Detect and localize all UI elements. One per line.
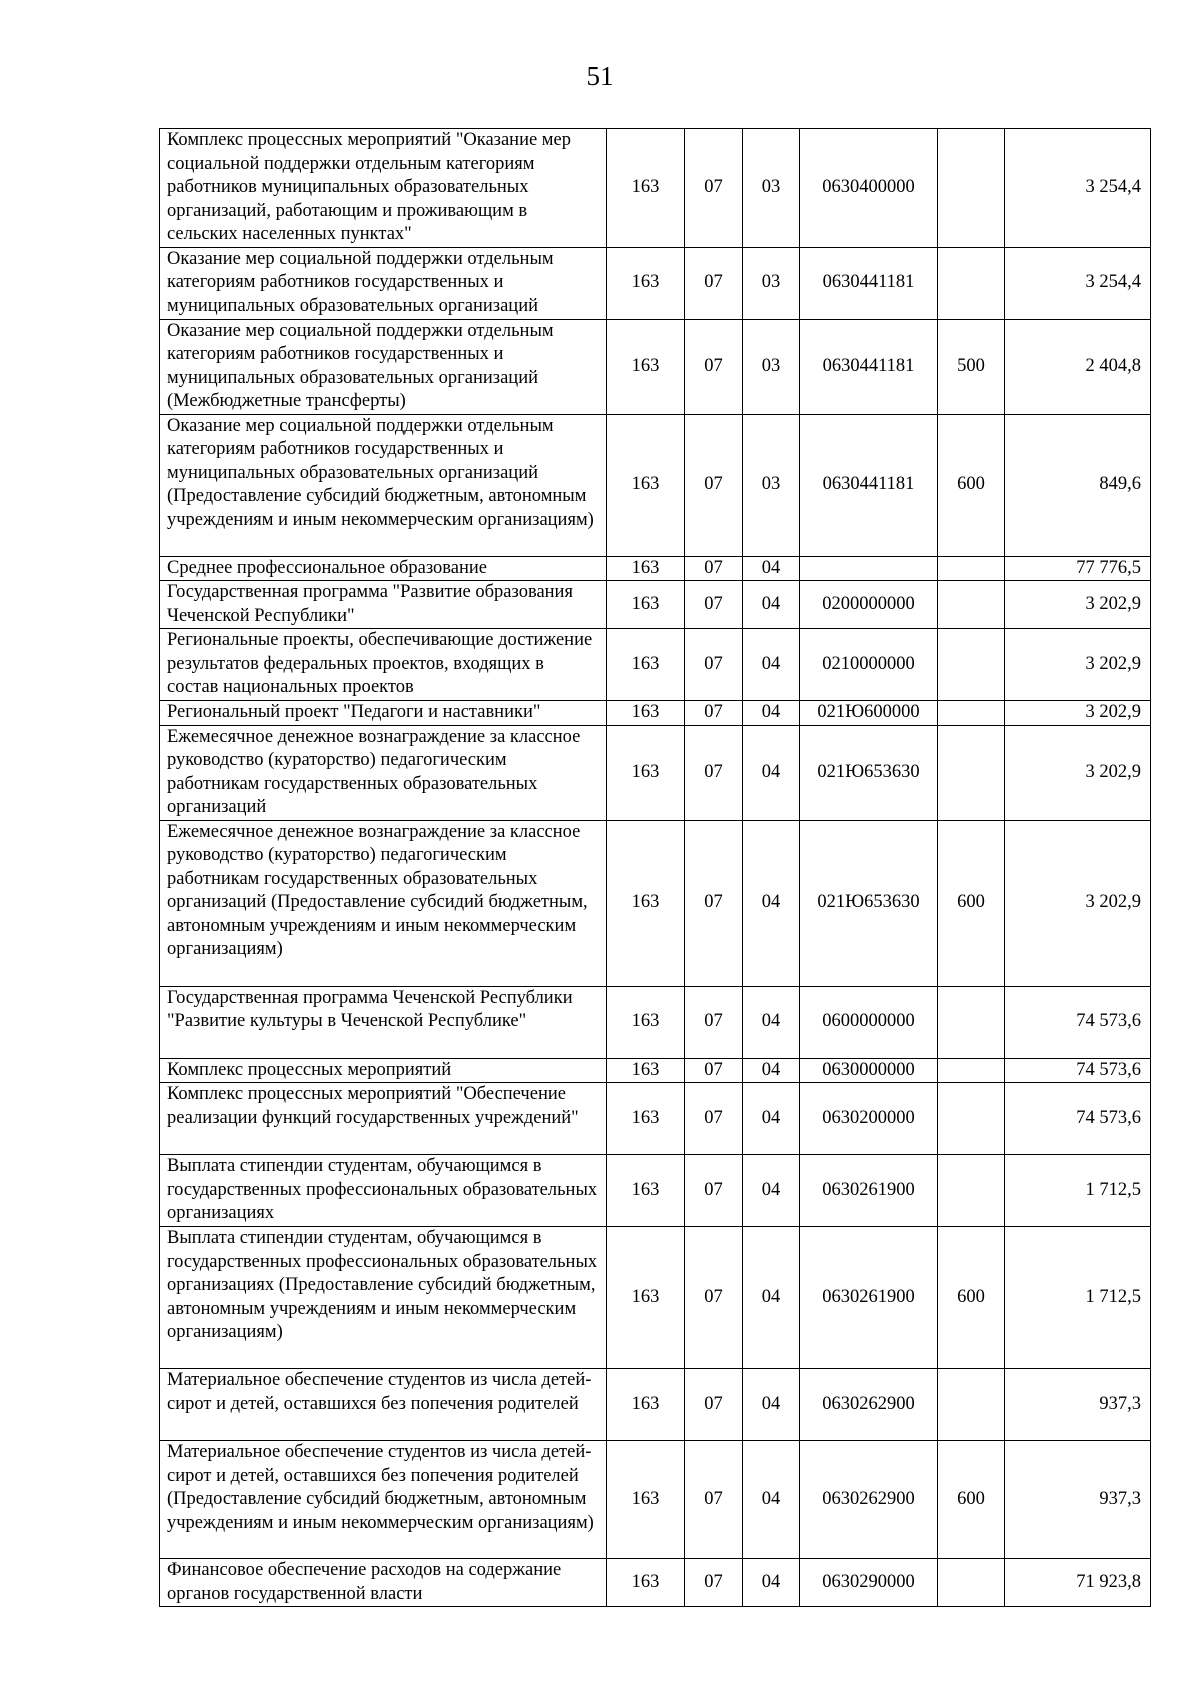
row-target-article-cell: 0630200000 bbox=[800, 1083, 938, 1155]
row-name-cell: Материальное обеспечение студентов из числа детей-сирот и детей, оставшихся без попечения родителей bbox=[160, 1369, 607, 1441]
row-subsection-cell: 03 bbox=[743, 129, 800, 248]
row-admin-code-cell: 163 bbox=[607, 701, 685, 726]
row-amount-cell: 2 404,8 bbox=[1005, 319, 1151, 414]
table-body bbox=[160, 129, 1151, 1607]
table-row bbox=[160, 581, 1151, 629]
row-target-article-cell: 0630441181 bbox=[800, 414, 938, 556]
row-amount-cell: 74 573,6 bbox=[1005, 986, 1151, 1058]
row-section-cell: 07 bbox=[685, 247, 743, 319]
row-subsection-cell: 04 bbox=[743, 820, 800, 986]
row-expense-type-cell bbox=[938, 247, 1005, 319]
row-target-article-cell: 0600000000 bbox=[800, 986, 938, 1058]
row-name-cell: Материальное обеспечение студентов из числа детей-сирот и детей, оставшихся без попечения родителей (Предоставление субсидий бюджетным, автономным учреждениям и иным некоммерческим организациям) bbox=[160, 1441, 607, 1559]
table-row bbox=[160, 725, 1151, 820]
row-admin-code-cell: 163 bbox=[607, 1083, 685, 1155]
row-target-article-cell: 021Ю653630 bbox=[800, 725, 938, 820]
row-expense-type-cell bbox=[938, 581, 1005, 629]
row-section-cell: 07 bbox=[685, 1441, 743, 1559]
row-admin-code-cell: 163 bbox=[607, 1227, 685, 1369]
row-target-article-cell: 0630441181 bbox=[800, 247, 938, 319]
row-expense-type-cell: 600 bbox=[938, 414, 1005, 556]
table-row bbox=[160, 1227, 1151, 1369]
row-expense-type-cell bbox=[938, 1155, 1005, 1227]
row-section-cell: 07 bbox=[685, 414, 743, 556]
row-admin-code-cell: 163 bbox=[607, 414, 685, 556]
row-amount-cell: 3 254,4 bbox=[1005, 247, 1151, 319]
row-target-article-cell: 0630441181 bbox=[800, 319, 938, 414]
row-name-cell: Государственная программа "Развитие образования Чеченской Республики" bbox=[160, 581, 607, 629]
row-section-cell: 07 bbox=[685, 556, 743, 581]
row-admin-code-cell: 163 bbox=[607, 629, 685, 701]
row-name-cell: Оказание мер социальной поддержки отдельным категориям работников государственных и муниципальных образовательных организаций (Предоставление субсидий бюджетным, автономным учреждениям и иным некоммерческим организациям) bbox=[160, 414, 607, 556]
row-expense-type-cell: 600 bbox=[938, 1227, 1005, 1369]
table-row bbox=[160, 1083, 1151, 1155]
row-expense-type-cell bbox=[938, 629, 1005, 701]
row-section-cell: 07 bbox=[685, 629, 743, 701]
row-section-cell: 07 bbox=[685, 129, 743, 248]
row-name-cell: Финансовое обеспечение расходов на содержание органов государственной власти bbox=[160, 1559, 607, 1607]
row-target-article-cell: 021Ю600000 bbox=[800, 701, 938, 726]
table-row bbox=[160, 1369, 1151, 1441]
row-name-cell: Комплекс процессных мероприятий bbox=[160, 1058, 607, 1083]
row-admin-code-cell: 163 bbox=[607, 1559, 685, 1607]
row-section-cell: 07 bbox=[685, 1083, 743, 1155]
row-section-cell: 07 bbox=[685, 725, 743, 820]
row-subsection-cell: 04 bbox=[743, 1083, 800, 1155]
row-subsection-cell: 04 bbox=[743, 1227, 800, 1369]
row-admin-code-cell: 163 bbox=[607, 1369, 685, 1441]
row-subsection-cell: 04 bbox=[743, 725, 800, 820]
row-target-article-cell: 0630261900 bbox=[800, 1227, 938, 1369]
row-amount-cell: 74 573,6 bbox=[1005, 1083, 1151, 1155]
row-expense-type-cell bbox=[938, 1369, 1005, 1441]
table-row bbox=[160, 129, 1151, 248]
row-expense-type-cell: 500 bbox=[938, 319, 1005, 414]
row-admin-code-cell: 163 bbox=[607, 319, 685, 414]
row-admin-code-cell: 163 bbox=[607, 1058, 685, 1083]
row-expense-type-cell bbox=[938, 1559, 1005, 1607]
row-amount-cell: 77 776,5 bbox=[1005, 556, 1151, 581]
row-admin-code-cell: 163 bbox=[607, 725, 685, 820]
row-amount-cell: 937,3 bbox=[1005, 1441, 1151, 1559]
row-target-article-cell: 0630290000 bbox=[800, 1559, 938, 1607]
row-admin-code-cell: 163 bbox=[607, 1441, 685, 1559]
table-row bbox=[160, 1058, 1151, 1083]
row-expense-type-cell bbox=[938, 725, 1005, 820]
row-amount-cell: 71 923,8 bbox=[1005, 1559, 1151, 1607]
row-target-article-cell: 0630261900 bbox=[800, 1155, 938, 1227]
row-subsection-cell: 03 bbox=[743, 319, 800, 414]
row-amount-cell: 3 202,9 bbox=[1005, 701, 1151, 726]
row-amount-cell: 1 712,5 bbox=[1005, 1227, 1151, 1369]
row-admin-code-cell: 163 bbox=[607, 247, 685, 319]
row-name-cell: Региональные проекты, обеспечивающие достижение результатов федеральных проектов, входящих в состав национальных проектов bbox=[160, 629, 607, 701]
row-target-article-cell: 0630262900 bbox=[800, 1369, 938, 1441]
row-section-cell: 07 bbox=[685, 581, 743, 629]
row-expense-type-cell bbox=[938, 1058, 1005, 1083]
row-target-article-cell: 0630400000 bbox=[800, 129, 938, 248]
row-amount-cell: 1 712,5 bbox=[1005, 1155, 1151, 1227]
row-expense-type-cell bbox=[938, 129, 1005, 248]
row-amount-cell: 3 202,9 bbox=[1005, 725, 1151, 820]
row-subsection-cell: 04 bbox=[743, 1369, 800, 1441]
row-subsection-cell: 04 bbox=[743, 581, 800, 629]
row-section-cell: 07 bbox=[685, 820, 743, 986]
row-name-cell: Государственная программа Чеченской Республики "Развитие культуры в Чеченской Республике" bbox=[160, 986, 607, 1058]
table-row bbox=[160, 1155, 1151, 1227]
row-amount-cell: 3 202,9 bbox=[1005, 820, 1151, 986]
row-section-cell: 07 bbox=[685, 1559, 743, 1607]
table-row bbox=[160, 319, 1151, 414]
row-section-cell: 07 bbox=[685, 1155, 743, 1227]
row-target-article-cell: 0630262900 bbox=[800, 1441, 938, 1559]
row-section-cell: 07 bbox=[685, 986, 743, 1058]
row-admin-code-cell: 163 bbox=[607, 129, 685, 248]
row-subsection-cell: 04 bbox=[743, 1058, 800, 1083]
row-amount-cell: 849,6 bbox=[1005, 414, 1151, 556]
row-subsection-cell: 04 bbox=[743, 986, 800, 1058]
table-row bbox=[160, 986, 1151, 1058]
row-expense-type-cell bbox=[938, 1083, 1005, 1155]
row-name-cell: Оказание мер социальной поддержки отдельным категориям работников государственных и муниципальных образовательных организаций (Межбюджетные трансферты) bbox=[160, 319, 607, 414]
row-subsection-cell: 04 bbox=[743, 556, 800, 581]
row-name-cell: Комплекс процессных мероприятий "Оказание мер социальной поддержки отдельным категориям работников муниципальных образовательных организаций, работающим и проживающим в сельских населенных пунктах" bbox=[160, 129, 607, 248]
row-section-cell: 07 bbox=[685, 1058, 743, 1083]
row-target-article-cell bbox=[800, 556, 938, 581]
row-subsection-cell: 04 bbox=[743, 1441, 800, 1559]
table-row bbox=[160, 820, 1151, 986]
table-row bbox=[160, 1559, 1151, 1607]
row-subsection-cell: 03 bbox=[743, 414, 800, 556]
row-subsection-cell: 04 bbox=[743, 701, 800, 726]
row-admin-code-cell: 163 bbox=[607, 581, 685, 629]
row-admin-code-cell: 163 bbox=[607, 556, 685, 581]
row-target-article-cell: 0210000000 bbox=[800, 629, 938, 701]
row-expense-type-cell: 600 bbox=[938, 1441, 1005, 1559]
row-section-cell: 07 bbox=[685, 1227, 743, 1369]
row-name-cell: Региональный проект "Педагоги и наставники" bbox=[160, 701, 607, 726]
row-expense-type-cell bbox=[938, 556, 1005, 581]
row-amount-cell: 74 573,6 bbox=[1005, 1058, 1151, 1083]
row-target-article-cell: 0630000000 bbox=[800, 1058, 938, 1083]
row-amount-cell: 3 254,4 bbox=[1005, 129, 1151, 248]
table-row bbox=[160, 556, 1151, 581]
row-name-cell: Выплата стипендии студентам, обучающимся в государственных профессиональных образовательных организациях (Предоставление субсидий бюджетным, автономным учреждениям и иным некоммерческим организациям) bbox=[160, 1227, 607, 1369]
row-subsection-cell: 04 bbox=[743, 1559, 800, 1607]
row-expense-type-cell bbox=[938, 701, 1005, 726]
table-row bbox=[160, 701, 1151, 726]
row-target-article-cell: 0200000000 bbox=[800, 581, 938, 629]
row-name-cell: Ежемесячное денежное вознаграждение за классное руководство (кураторство) педагогическим работникам государственных образовательных организаций bbox=[160, 725, 607, 820]
row-section-cell: 07 bbox=[685, 701, 743, 726]
row-expense-type-cell: 600 bbox=[938, 820, 1005, 986]
row-expense-type-cell bbox=[938, 986, 1005, 1058]
table-row bbox=[160, 247, 1151, 319]
row-admin-code-cell: 163 bbox=[607, 820, 685, 986]
row-amount-cell: 937,3 bbox=[1005, 1369, 1151, 1441]
row-amount-cell: 3 202,9 bbox=[1005, 629, 1151, 701]
row-subsection-cell: 04 bbox=[743, 629, 800, 701]
page-number: 51 bbox=[586, 61, 614, 91]
row-name-cell: Комплекс процессных мероприятий "Обеспечение реализации функций государственных учреждений" bbox=[160, 1083, 607, 1155]
row-target-article-cell: 021Ю653630 bbox=[800, 820, 938, 986]
row-name-cell: Выплата стипендии студентам, обучающимся в государственных профессиональных образовательных организациях bbox=[160, 1155, 607, 1227]
row-section-cell: 07 bbox=[685, 1369, 743, 1441]
table-row bbox=[160, 629, 1151, 701]
table-row bbox=[160, 414, 1151, 556]
budget-table bbox=[159, 128, 1151, 1607]
row-name-cell: Среднее профессиональное образование bbox=[160, 556, 607, 581]
row-subsection-cell: 04 bbox=[743, 1155, 800, 1227]
row-admin-code-cell: 163 bbox=[607, 986, 685, 1058]
row-section-cell: 07 bbox=[685, 319, 743, 414]
row-admin-code-cell: 163 bbox=[607, 1155, 685, 1227]
row-subsection-cell: 03 bbox=[743, 247, 800, 319]
row-name-cell: Ежемесячное денежное вознаграждение за классное руководство (кураторство) педагогическим работникам государственных образовательных организаций (Предоставление субсидий бюджетным, автономным учреждениям и иным некоммерческим организациям) bbox=[160, 820, 607, 986]
row-amount-cell: 3 202,9 bbox=[1005, 581, 1151, 629]
table-row bbox=[160, 1441, 1151, 1559]
row-name-cell: Оказание мер социальной поддержки отдельным категориям работников государственных и муниципальных образовательных организаций bbox=[160, 247, 607, 319]
